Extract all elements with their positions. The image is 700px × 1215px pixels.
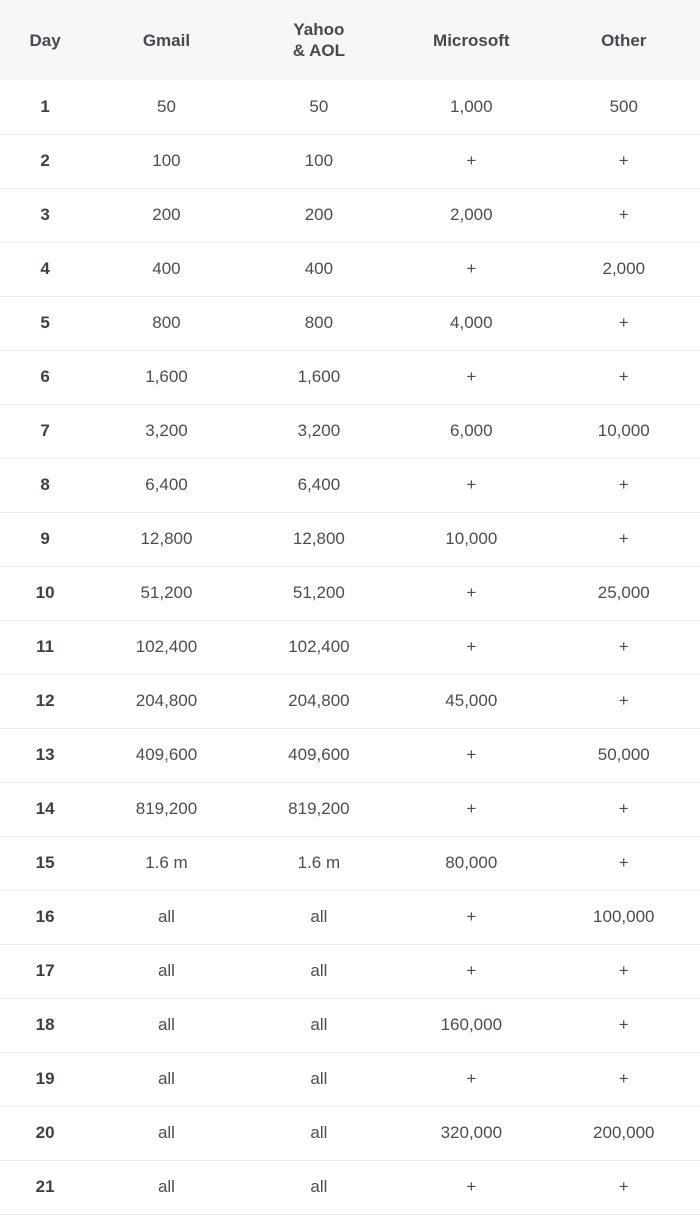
- cell-gmail: 6,400: [145, 475, 188, 494]
- cell-day: 18: [35, 1015, 55, 1034]
- header-yahoo-line1: Yahoo: [293, 20, 345, 39]
- cell-gmail: 50: [157, 96, 176, 116]
- table-row: [0, 242, 700, 296]
- table-row: [0, 458, 700, 512]
- cell-other: +: [618, 367, 629, 386]
- header-row: [0, 0, 700, 80]
- cell-gmail: 409,600: [135, 745, 198, 764]
- cell-gmail: 800: [152, 313, 181, 332]
- table-row: [0, 1052, 700, 1106]
- cell-gmail: 102,400: [135, 637, 198, 656]
- cell-yahoo-aol: 1.6 m: [297, 853, 341, 872]
- cell-gmail: 200: [152, 205, 181, 224]
- cell-yahoo-aol: all: [310, 1177, 328, 1196]
- cell-other: +: [618, 313, 629, 332]
- cell-microsoft: 80,000: [445, 853, 498, 872]
- cell-other: 100,000: [593, 907, 655, 926]
- cell-microsoft: 6,000: [450, 421, 493, 440]
- table-row: [0, 134, 700, 188]
- cell-gmail: 51,200: [140, 583, 193, 602]
- cell-yahoo-aol: all: [310, 1123, 328, 1142]
- table-row: [0, 296, 700, 350]
- cell-day: 20: [35, 1123, 55, 1142]
- cell-yahoo-aol: 50: [309, 96, 329, 116]
- header-yahoo-line2: & AOL: [292, 41, 346, 60]
- cell-day: 11: [36, 637, 55, 656]
- cell-yahoo-aol: 102,400: [288, 637, 350, 656]
- cell-gmail: all: [157, 1015, 175, 1034]
- cell-day: 7: [40, 421, 50, 440]
- table-row: [0, 998, 700, 1052]
- header-other: Other: [601, 30, 647, 50]
- cell-other: 25,000: [597, 583, 650, 602]
- cell-other: +: [618, 799, 629, 818]
- cell-microsoft: +: [466, 1069, 477, 1088]
- cell-microsoft: +: [466, 799, 477, 818]
- cell-yahoo-aol: 409,600: [288, 745, 350, 764]
- cell-microsoft: 10,000: [445, 529, 498, 548]
- cell-day: 10: [35, 583, 55, 602]
- cell-other: +: [618, 637, 629, 656]
- cell-microsoft: +: [466, 907, 477, 926]
- cell-yahoo-aol: 1,600: [297, 367, 341, 386]
- table-row: [0, 836, 700, 890]
- cell-day: 14: [35, 799, 55, 818]
- header-day: Day: [29, 30, 61, 50]
- cell-day: 21: [35, 1177, 55, 1196]
- cell-other: 200,000: [593, 1123, 655, 1142]
- cell-day: 6: [40, 367, 50, 386]
- cell-gmail: 1.6 m: [145, 853, 188, 872]
- cell-microsoft: +: [466, 637, 477, 656]
- cell-other: 2,000: [602, 259, 646, 278]
- cell-gmail: 1,600: [145, 367, 188, 386]
- cell-other: +: [618, 529, 629, 548]
- cell-day: 17: [35, 961, 55, 980]
- cell-day: 15: [35, 853, 55, 872]
- table-row: [0, 404, 700, 458]
- header-gmail: Gmail: [142, 30, 191, 50]
- cell-day: 2: [40, 151, 50, 170]
- cell-day: 4: [40, 259, 50, 278]
- cell-other: +: [618, 853, 629, 872]
- table-row: [0, 728, 700, 782]
- cell-day: 8: [40, 475, 50, 494]
- cell-day: 19: [35, 1069, 55, 1088]
- cell-other: +: [618, 205, 629, 224]
- cell-microsoft: +: [466, 475, 477, 494]
- cell-yahoo-aol: all: [310, 1069, 328, 1088]
- cell-yahoo-aol: 6,400: [297, 475, 341, 494]
- cell-yahoo-aol: 3,200: [297, 421, 341, 440]
- cell-microsoft: 320,000: [440, 1123, 503, 1142]
- cell-microsoft: +: [466, 745, 477, 764]
- header-yahoo-aol: [243, 0, 395, 80]
- cell-other: +: [618, 1069, 629, 1088]
- cell-day: 5: [40, 313, 50, 332]
- cell-gmail: 100: [152, 151, 181, 170]
- cell-gmail: 819,200: [135, 799, 198, 818]
- cell-yahoo-aol: 800: [304, 313, 334, 332]
- cell-microsoft: +: [466, 151, 477, 170]
- cell-microsoft: 160,000: [440, 1015, 503, 1034]
- header-microsoft: Microsoft: [433, 30, 510, 50]
- cell-other: +: [618, 1015, 629, 1034]
- cell-day: 16: [35, 907, 55, 926]
- cell-other: +: [618, 1177, 629, 1196]
- table-row: [0, 620, 700, 674]
- cell-gmail: 204,800: [135, 691, 198, 710]
- cell-gmail: 12,800: [140, 529, 193, 548]
- cell-yahoo-aol: 51,200: [292, 583, 345, 602]
- cell-gmail: all: [157, 1069, 175, 1088]
- table-row: [0, 566, 700, 620]
- cell-other: 10,000: [597, 421, 650, 440]
- cell-day: 9: [40, 529, 50, 548]
- table-row: [0, 80, 700, 134]
- cell-yahoo-aol: 400: [304, 259, 334, 278]
- table-header: [0, 0, 700, 80]
- cell-yahoo-aol: 819,200: [288, 799, 350, 818]
- cell-yahoo-aol: all: [310, 907, 328, 926]
- cell-gmail: all: [157, 961, 175, 980]
- cell-microsoft: 45,000: [445, 691, 498, 710]
- cell-gmail: 400: [152, 259, 181, 278]
- cell-other: +: [618, 151, 629, 170]
- table-row: [0, 1160, 700, 1214]
- cell-yahoo-aol: all: [310, 961, 328, 980]
- cell-gmail: all: [157, 1177, 175, 1196]
- table-row: [0, 944, 700, 998]
- table-row: [0, 1106, 700, 1160]
- cell-microsoft: 2,000: [450, 205, 493, 224]
- table-row: [0, 674, 700, 728]
- cell-yahoo-aol: 100: [304, 151, 334, 170]
- cell-gmail: all: [157, 907, 175, 926]
- table-body: [0, 80, 700, 1214]
- cell-other: 50,000: [597, 745, 650, 764]
- cell-gmail: all: [157, 1123, 175, 1142]
- table-row: [0, 350, 700, 404]
- cell-gmail: 3,200: [145, 421, 188, 440]
- cell-microsoft: 4,000: [450, 313, 493, 332]
- cell-yahoo-aol: all: [310, 1015, 328, 1034]
- cell-day: 12: [35, 691, 55, 710]
- cell-other: +: [618, 475, 629, 494]
- cell-microsoft: +: [466, 259, 477, 278]
- cell-microsoft: +: [466, 367, 477, 386]
- cell-other: 500: [609, 96, 638, 116]
- cell-yahoo-aol: 12,800: [292, 529, 345, 548]
- cell-yahoo-aol: 200: [304, 205, 334, 224]
- cell-day: 1: [40, 96, 50, 116]
- cell-day: 13: [35, 745, 55, 764]
- cell-yahoo-aol: 204,800: [288, 691, 350, 710]
- cell-day: 3: [40, 205, 50, 224]
- cell-microsoft: +: [466, 1177, 477, 1196]
- table-row: [0, 890, 700, 944]
- cell-microsoft: 1,000: [450, 96, 493, 116]
- table-row: [0, 782, 700, 836]
- cell-microsoft: +: [466, 961, 477, 980]
- cell-other: +: [618, 691, 629, 710]
- cell-other: +: [618, 961, 629, 980]
- table-row: [0, 188, 700, 242]
- table-row: [0, 512, 700, 566]
- cell-microsoft: +: [466, 583, 477, 602]
